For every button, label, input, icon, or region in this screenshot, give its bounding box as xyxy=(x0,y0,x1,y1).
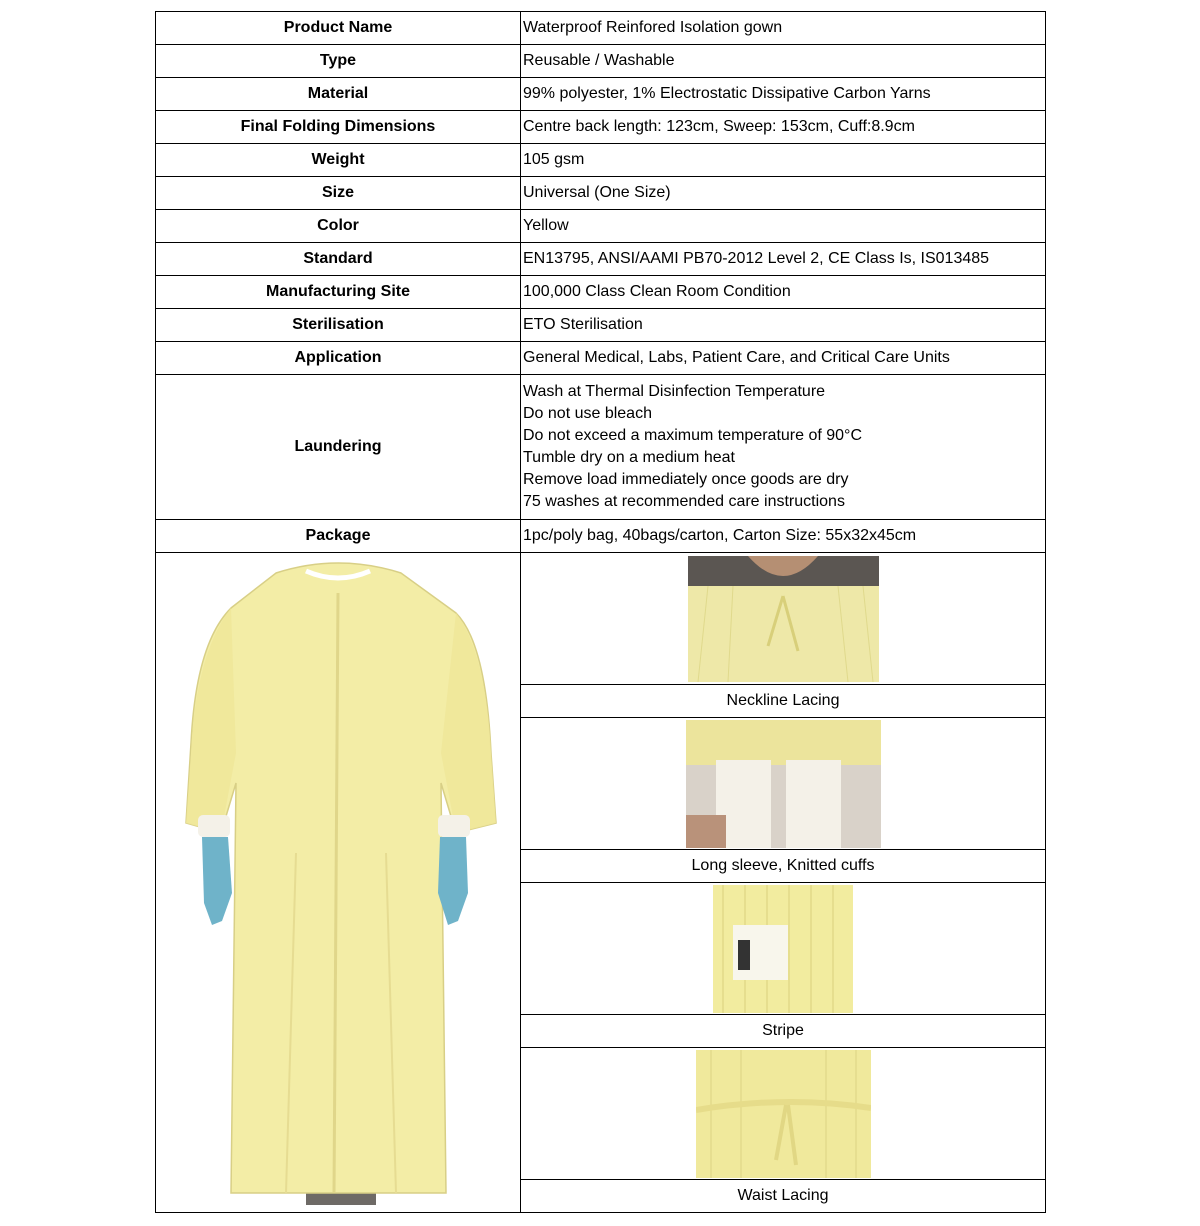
value-cell: EN13795, ANSI/AAMI PB70-2012 Level 2, CE Class Is, IS013485 xyxy=(521,243,1046,276)
label-cell: Color xyxy=(156,210,521,243)
value-cell: ETO Sterilisation xyxy=(521,309,1046,342)
laundering-line: Do not exceed a maximum temperature of 90°C xyxy=(523,427,862,444)
stripe-photo-cell xyxy=(521,883,1046,1015)
row-application xyxy=(156,342,1046,375)
label-cell: Laundering xyxy=(156,375,521,520)
value-cell: Waterproof Reinfored Isolation gown xyxy=(521,12,1046,45)
label-cell: Weight xyxy=(156,144,521,177)
row-weight xyxy=(156,144,1046,177)
label-cell: Type xyxy=(156,45,521,78)
value-cell: Reusable / Washable xyxy=(521,45,1046,78)
waist-photo xyxy=(696,1050,871,1178)
neckline-photo-cell xyxy=(521,553,1046,685)
value-cell: Yellow xyxy=(521,210,1046,243)
cuff-photo-cell xyxy=(521,718,1046,850)
value-cell: 1pc/poly bag, 40bags/carton, Carton Size: 55x32x45cm xyxy=(521,520,1046,553)
laundering-lines xyxy=(521,375,1046,520)
value-cell: Universal (One Size) xyxy=(521,177,1046,210)
photo-caption: Waist Lacing xyxy=(521,1180,1046,1213)
label-cell: Manufacturing Site xyxy=(156,276,521,309)
laundering-line: Remove load immediately once goods are dry xyxy=(523,471,849,488)
laundering-line: 75 washes at recommended care instructions xyxy=(523,493,845,510)
value-cell: 100,000 Class Clean Room Condition xyxy=(521,276,1046,309)
laundering-line: Do not use bleach xyxy=(523,405,652,422)
row-package xyxy=(156,520,1046,553)
label-cell: Standard xyxy=(156,243,521,276)
row-laundering xyxy=(156,375,1046,520)
row-sterilisation xyxy=(156,309,1046,342)
label-cell: Sterilisation xyxy=(156,309,521,342)
row-type xyxy=(156,45,1046,78)
photo-row xyxy=(156,553,1046,685)
neckline-photo xyxy=(688,556,879,682)
label-cell: Product Name xyxy=(156,12,521,45)
cuff-photo xyxy=(686,720,881,848)
row-manufacturing-site xyxy=(156,276,1046,309)
row-standard xyxy=(156,243,1046,276)
photo-caption: Long sleeve, Knitted cuffs xyxy=(521,850,1046,883)
photo-caption: Stripe xyxy=(521,1015,1046,1048)
row-dimensions xyxy=(156,111,1046,144)
row-size xyxy=(156,177,1046,210)
photo-caption: Neckline Lacing xyxy=(521,685,1046,718)
gown-photo xyxy=(156,553,520,1205)
value-cell: General Medical, Labs, Patient Care, and Critical Care Units xyxy=(521,342,1046,375)
gown-photo-cell xyxy=(156,553,521,1213)
value-cell: 105 gsm xyxy=(521,144,1046,177)
label-cell: Size xyxy=(156,177,521,210)
label-cell: Package xyxy=(156,520,521,553)
label-cell: Material xyxy=(156,78,521,111)
laundering-line: Wash at Thermal Disinfection Temperature xyxy=(523,383,826,400)
value-cell: Centre back length: 123cm, Sweep: 153cm, Cuff:8.9cm xyxy=(521,111,1046,144)
waist-photo-cell xyxy=(521,1048,1046,1180)
label-cell: Final Folding Dimensions xyxy=(156,111,521,144)
spec-table xyxy=(155,11,1046,1213)
row-product-name xyxy=(156,12,1046,45)
row-color xyxy=(156,210,1046,243)
stripe-photo xyxy=(713,885,853,1013)
row-material xyxy=(156,78,1046,111)
laundering-line: Tumble dry on a medium heat xyxy=(523,449,735,466)
label-cell: Application xyxy=(156,342,521,375)
value-cell: 99% polyester, 1% Electrostatic Dissipative Carbon Yarns xyxy=(521,78,1046,111)
